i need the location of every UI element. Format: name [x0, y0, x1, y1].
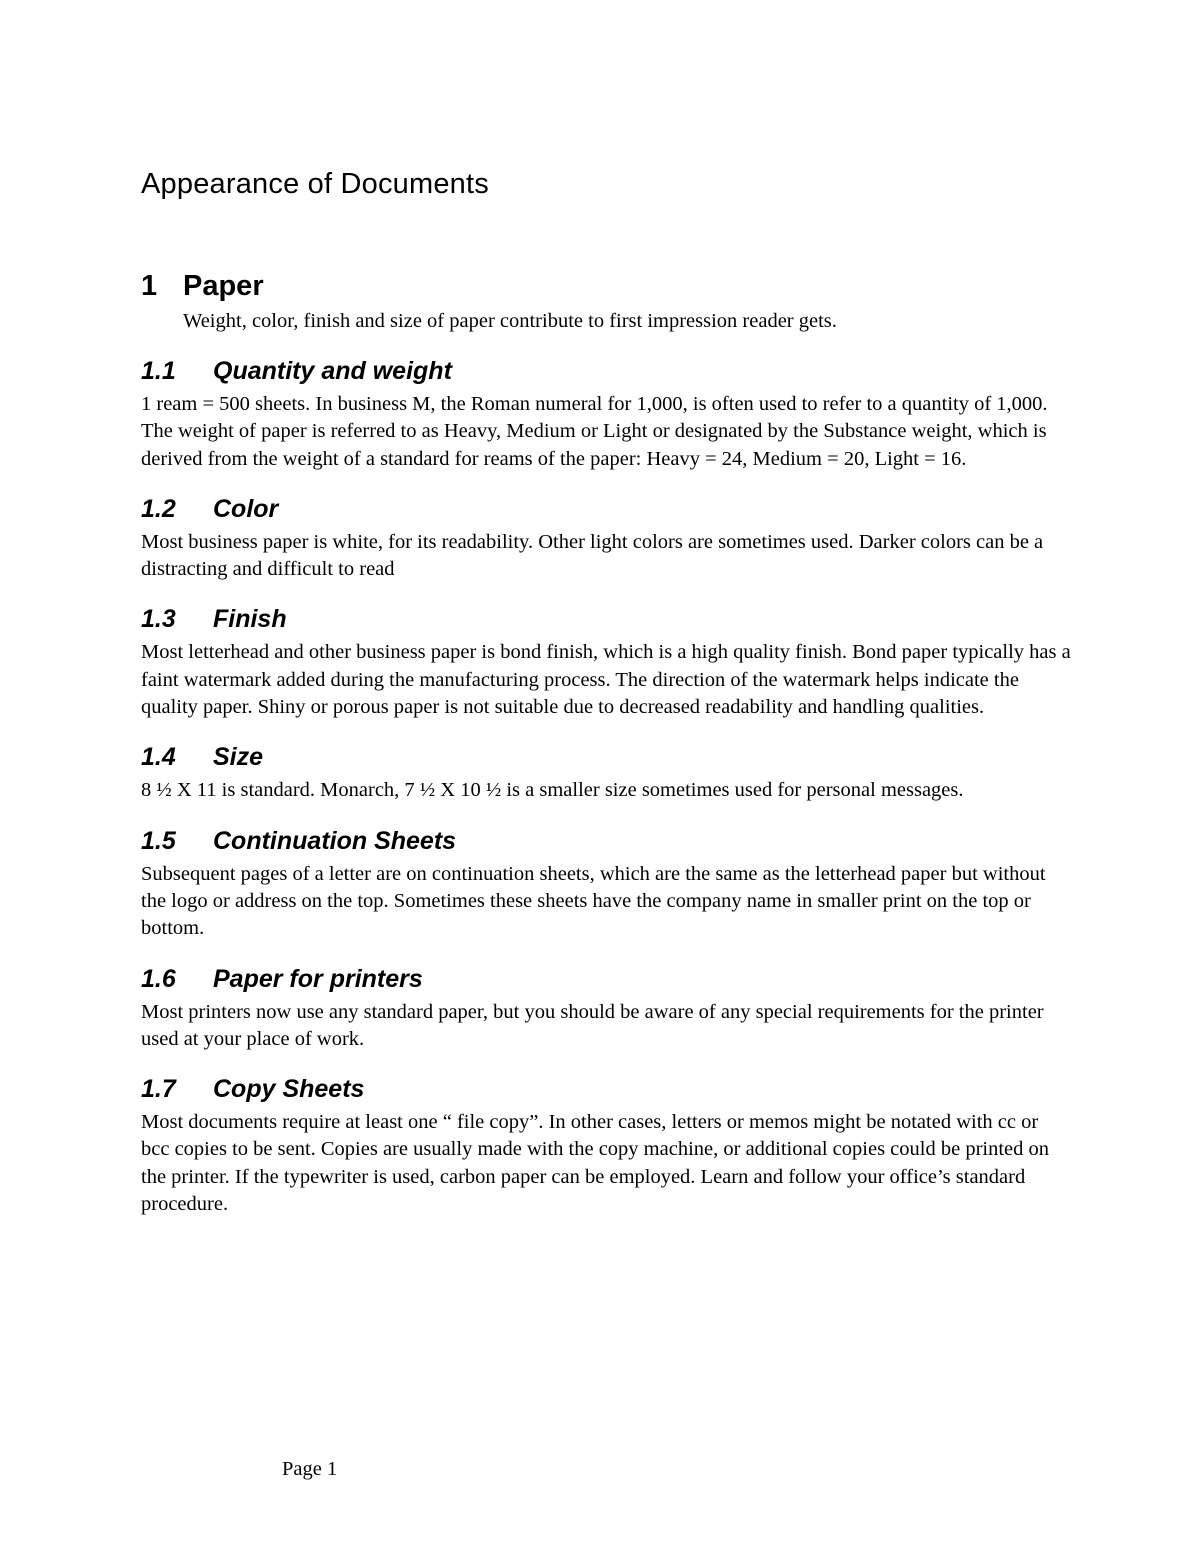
- section-heading: [141, 355, 1071, 387]
- section-copy-sheets: [141, 1073, 1071, 1218]
- section-body: Most printers now use any standard paper, but you should be aware of any special requirements for the printer used at your place of work.: [141, 1000, 1044, 1050]
- section-number: 1.2: [141, 494, 176, 523]
- section-quantity-and-weight: [141, 355, 1071, 473]
- section-title: Copy Sheets: [213, 1075, 365, 1104]
- section-color: [141, 493, 1071, 584]
- chapter-heading: [141, 268, 1071, 304]
- section-title: Paper for printers: [213, 964, 423, 993]
- chapter-title: Paper: [183, 270, 264, 302]
- section-number: 1.7: [141, 1075, 176, 1104]
- document-title: Appearance of Documents: [141, 168, 489, 200]
- section-title: Size: [213, 743, 264, 772]
- section-heading: [141, 825, 1071, 857]
- section-heading: [141, 963, 1071, 995]
- document-body: [141, 166, 1071, 1218]
- section-heading: [141, 603, 1071, 635]
- section-number: 1.5: [141, 826, 176, 855]
- chapter-number: 1: [141, 270, 158, 302]
- section-title: Color: [213, 494, 279, 523]
- section-paper-for-printers: [141, 963, 1071, 1054]
- section-finish: [141, 603, 1071, 721]
- section-number: 1.3: [141, 605, 176, 634]
- section-number: 1.6: [141, 964, 176, 993]
- section-title: Continuation Sheets: [213, 826, 457, 855]
- section-body: Most letterhead and other business paper is bond finish, which is a high quality finish. Bond paper typically has a faint watermark added during the manufacturing process. The direction of the watermark helps indicate the quality paper. Shiny or porous paper is not suitable due to decreased readability and handling qualities.: [141, 641, 1071, 719]
- section-body: Most documents require at least one “ file copy”. In other cases, letters or memos might be notated with cc or bcc copies to be sent. Copies are usually made with the copy machine, or additional copies could be printed on the printer. If the typewriter is used, carbon paper can be employed. Learn and follow your office’s standard procedure.: [141, 1111, 1050, 1216]
- section-body: 1 ream = 500 sheets. In business M, the Roman numeral for 1,000, is often used to refer to a quantity of 1,000. The weight of paper is referred to as Heavy, Medium or Light or designated by the Substance weight, which is derived from the weight of a standard for reams of the paper: Heavy = 24, Medium = 20, Light = 16.: [141, 393, 1048, 470]
- section-heading: [141, 741, 1071, 773]
- section-continuation-sheets: [141, 825, 1071, 943]
- section-heading: [141, 1073, 1071, 1105]
- chapter-intro: Weight, color, finish and size of paper contribute to first impression reader gets.: [183, 310, 837, 332]
- section-number: 1.4: [141, 743, 176, 772]
- section-title: Finish: [213, 605, 287, 634]
- section-size: [141, 741, 1071, 804]
- section-body: Most business paper is white, for its readability. Other light colors are sometimes used. Darker colors can be a distracting and difficult to read: [141, 530, 1044, 581]
- section-heading: [141, 493, 1071, 525]
- section-title: Quantity and weight: [213, 357, 452, 385]
- section-number: 1.1: [141, 357, 176, 385]
- page-number: Page 1: [282, 1458, 338, 1480]
- section-body: 8 ½ X 11 is standard. Monarch, 7 ½ X 10 ½ is a smaller size sometimes used for personal messages.: [141, 779, 964, 802]
- section-body: Subsequent pages of a letter are on continuation sheets, which are the same as the letterhead paper but without the logo or address on the top. Sometimes these sheets have the company name in smaller print on the top or bottom.: [141, 862, 1046, 940]
